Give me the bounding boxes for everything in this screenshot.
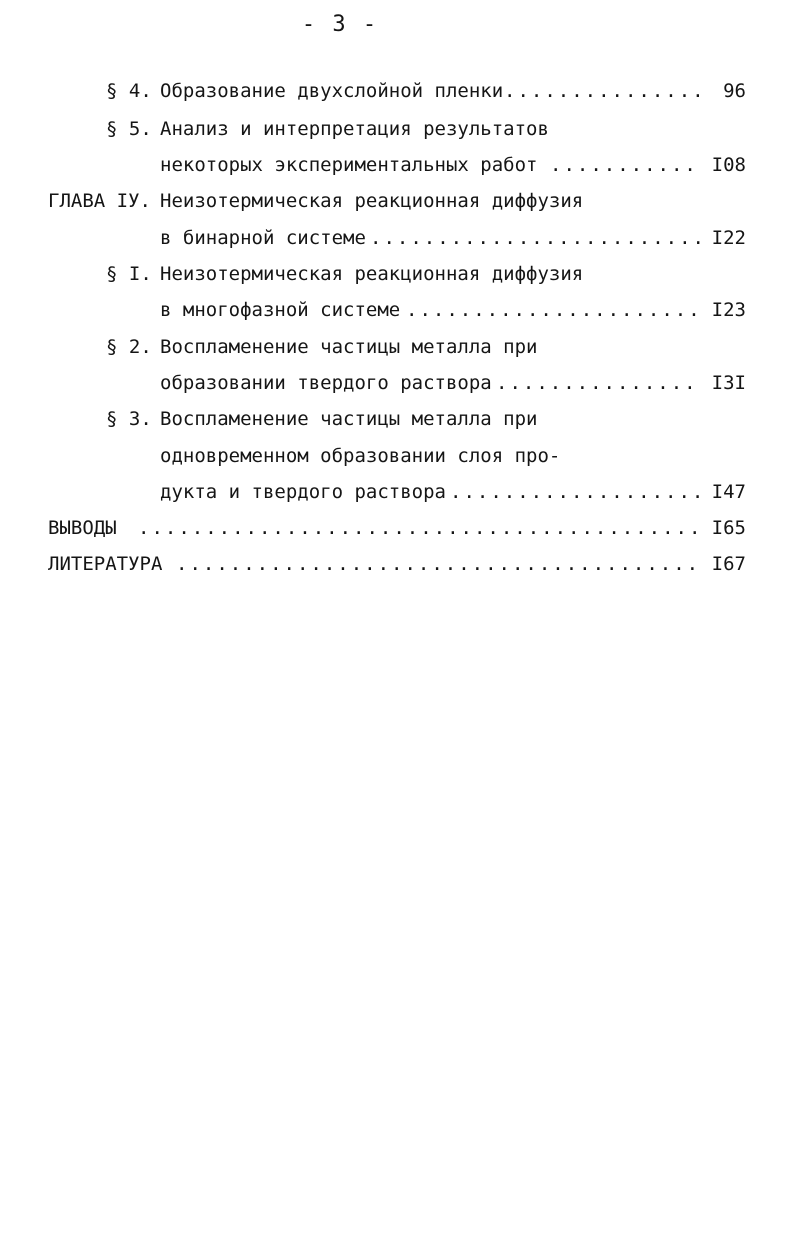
toc-entry-number: § 2. bbox=[106, 336, 152, 358]
toc-entry-title: Неизотермическая реакционная диффузия bbox=[160, 190, 584, 212]
toc-entry-number: § 5. bbox=[106, 118, 152, 140]
toc-entry-page: I65 bbox=[711, 517, 746, 539]
toc-leader-dots bbox=[550, 154, 700, 176]
toc-entry-title: Воспламенение частицы металла при bbox=[160, 336, 538, 358]
toc-entry-title-continued: дукта и твердого раствора bbox=[160, 481, 446, 503]
toc-entry-page: I08 bbox=[711, 154, 746, 176]
toc-leader-dots bbox=[406, 299, 700, 321]
toc-leader-dots bbox=[496, 372, 700, 394]
page-number: - 3 - bbox=[301, 12, 379, 37]
toc-entry-number: § I. bbox=[106, 263, 152, 285]
toc-entry-number: § 4. bbox=[106, 80, 152, 102]
toc-leader-dots bbox=[176, 553, 700, 575]
toc-entry-page: I47 bbox=[711, 481, 746, 503]
toc-leader-dots bbox=[450, 481, 700, 503]
toc-entry-title: ВЫВОДЫ bbox=[48, 517, 117, 539]
toc-entry-title: Воспламенение частицы металла при bbox=[160, 408, 538, 430]
toc-entry-page: I23 bbox=[711, 299, 746, 321]
toc-entry-title-continued: образовании твердого раствора bbox=[160, 372, 492, 394]
toc-entry-title-continued: некоторых экспериментальных работ bbox=[160, 154, 538, 176]
toc-entry-title-continued: в бинарной системе bbox=[160, 227, 366, 249]
toc-entry-title: Образование двухслойной пленки bbox=[160, 80, 504, 102]
toc-entry-page: 96 bbox=[723, 80, 746, 102]
toc-chapter-label: ГЛАВА ІУ. bbox=[48, 190, 151, 212]
toc-entry-title: ЛИТЕРАТУРА bbox=[48, 553, 163, 575]
toc-entry-title-continued: одновременном образовании слоя про- bbox=[160, 445, 561, 467]
toc-entry-title: Анализ и интерпретация результатов bbox=[160, 118, 549, 140]
toc-leader-dots bbox=[370, 227, 700, 249]
toc-leader-dots bbox=[138, 517, 700, 539]
toc-entry-page: I67 bbox=[711, 553, 746, 575]
toc-leader-dots bbox=[504, 80, 700, 102]
toc-entry-title-continued: в многофазной системе bbox=[160, 299, 401, 321]
toc-entry-page: I3I bbox=[711, 372, 746, 394]
toc-entry-title: Неизотермическая реакционная диффузия bbox=[160, 263, 584, 285]
toc-entry-page: I22 bbox=[711, 227, 746, 249]
toc-entry-number: § 3. bbox=[106, 408, 152, 430]
